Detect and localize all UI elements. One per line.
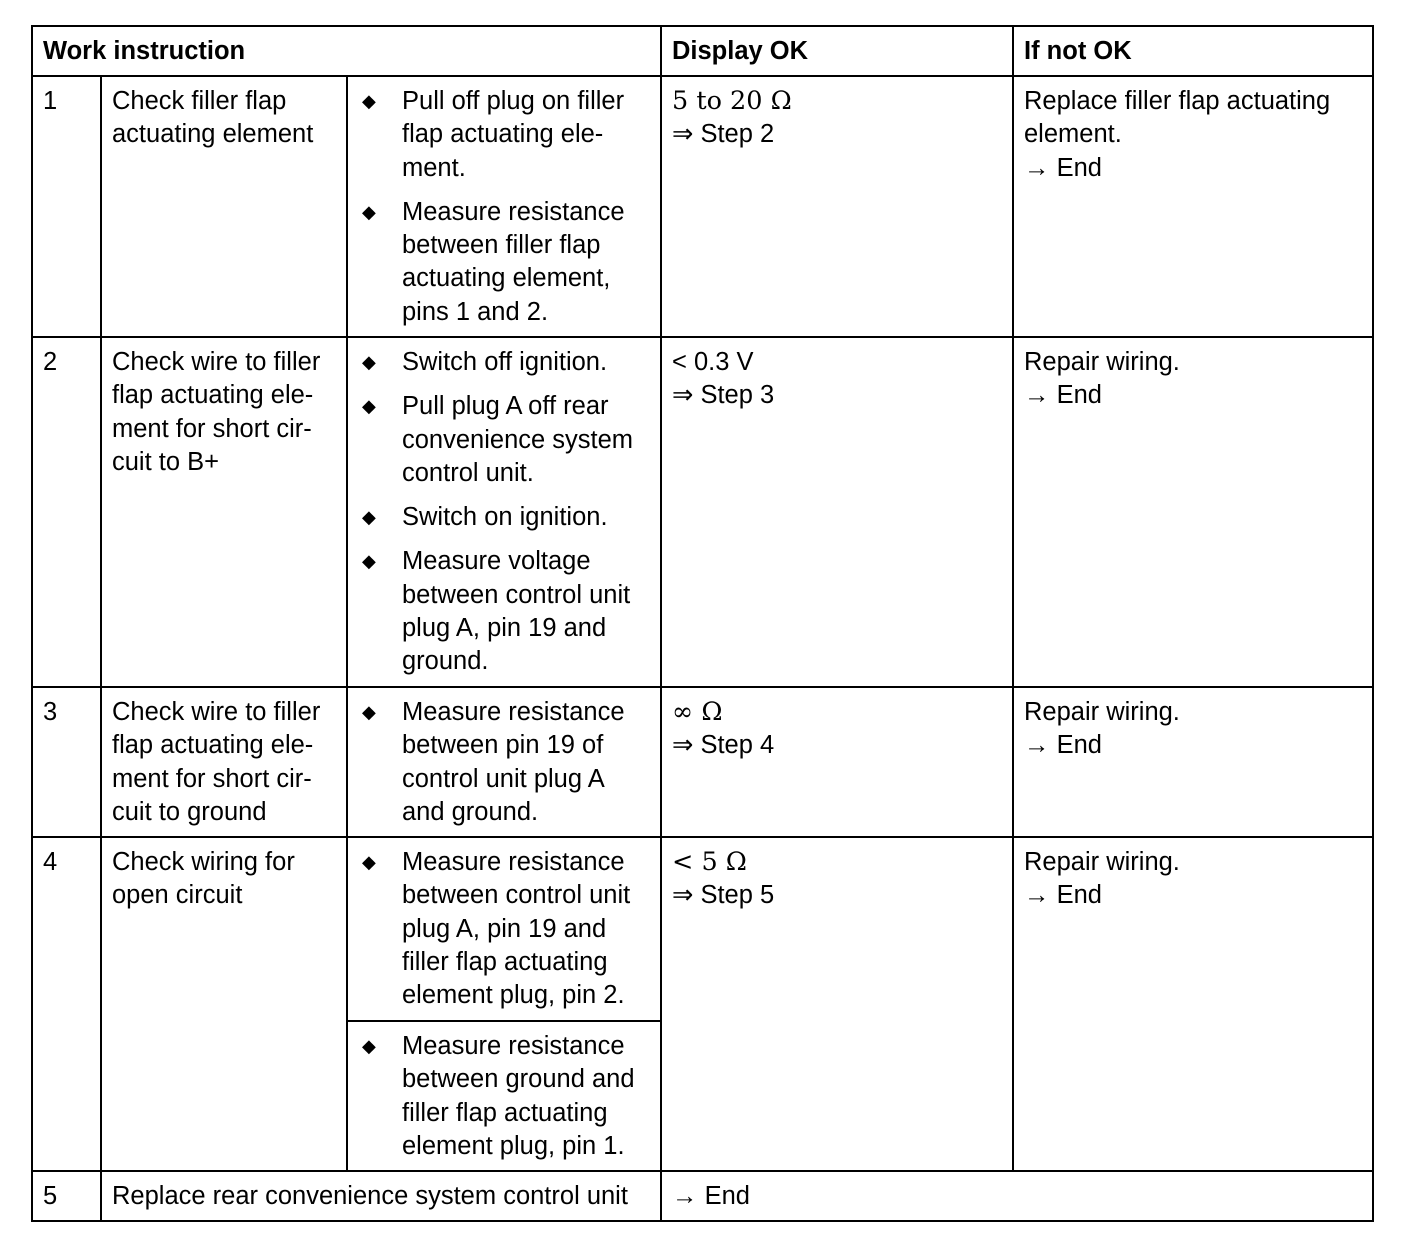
list-item: [358, 1030, 651, 1163]
table-row: [32, 337, 1373, 687]
header-display-ok: Display OK: [661, 26, 1013, 76]
check-description: Replace rear convenience system control unit: [101, 1171, 661, 1221]
header-work-instruction: Work instruction: [32, 26, 661, 76]
action-list: [347, 76, 661, 337]
not-ok-action: Repair wiring.: [1024, 848, 1180, 876]
table-row: [32, 687, 1373, 837]
table-row: [32, 76, 1373, 337]
list-item: [358, 696, 651, 829]
list-item: [358, 390, 651, 490]
check-text: Check wire to filler flap actuating ele-ment for short cir-cuit to ground: [112, 698, 321, 826]
action-text: Measure resistance between filler flap actuating element, pins 1 and 2.: [402, 197, 625, 326]
display-ok-cell: → End: [661, 1171, 1373, 1221]
list-item: [358, 545, 651, 678]
header-row: [32, 26, 1373, 76]
not-ok-next: → End: [1024, 881, 1102, 910]
action-list: [347, 687, 661, 837]
bullet-diamond-icon: ◆: [362, 551, 376, 572]
table-row: [32, 1171, 1373, 1221]
step-number: 2: [32, 337, 101, 687]
action-text: Switch off ignition.: [402, 348, 608, 376]
list-item: [358, 346, 651, 379]
not-ok-action: Repair wiring.: [1024, 348, 1180, 376]
action-text: Measure voltage between control unit plug A, pin 19 and ground.: [402, 547, 631, 676]
display-next: ⇒ Step 4: [672, 731, 775, 760]
display-ok-cell: [661, 687, 1013, 837]
display-value: 5 to 20 Ω: [672, 86, 792, 116]
not-ok-next: → End: [1024, 381, 1102, 410]
display-next: ⇒ Step 2: [672, 120, 775, 149]
display-ok-cell: [661, 337, 1013, 687]
bullet-diamond-icon: ◆: [362, 396, 376, 417]
not-ok-next: → End: [1024, 153, 1102, 182]
action-text: Measure resistance between ground and filler flap actuating element plug, pin 1.: [402, 1032, 635, 1160]
not-ok-cell: [1013, 76, 1373, 337]
bullet-diamond-icon: ◆: [362, 201, 376, 222]
bullet-diamond-icon: ◆: [362, 352, 376, 372]
list-item: [358, 846, 651, 1012]
action-text: Pull plug A off rear convenience system control unit.: [402, 392, 634, 487]
action-list: [347, 1021, 661, 1171]
table-row: [32, 837, 1373, 1021]
check-description: [101, 837, 347, 1171]
check-description: [101, 76, 347, 337]
list-item: [358, 196, 651, 329]
display-ok-cell: [661, 837, 1013, 1171]
display-value: < 5 Ω: [672, 847, 747, 877]
action-list: [347, 837, 661, 1021]
bullet-diamond-icon: ◆: [362, 1036, 376, 1056]
check-text: Check wiring for open circuit: [112, 848, 295, 910]
check-description: [101, 687, 347, 837]
header-if-not-ok: If not OK: [1013, 26, 1373, 76]
action-text: Switch on ignition.: [402, 503, 608, 532]
step-number: 4: [32, 837, 101, 1171]
action-text: Pull off plug on filler flap actuating ele-ment.: [402, 87, 625, 182]
not-ok-cell: [1013, 687, 1373, 837]
display-value: ∞ Ω: [672, 697, 723, 727]
step-number: 3: [32, 687, 101, 837]
bullet-diamond-icon: ◆: [362, 702, 376, 722]
check-description: [101, 337, 347, 687]
list-item: [358, 85, 651, 185]
display-next: ⇒ Step 3: [672, 381, 775, 410]
display-ok-cell: [661, 76, 1013, 337]
display-next: ⇒ Step 5: [672, 881, 775, 910]
not-ok-action: Repair wiring.: [1024, 698, 1180, 726]
not-ok-cell: [1013, 337, 1373, 687]
step-number: 1: [32, 76, 101, 337]
step-number: 5: [32, 1171, 101, 1221]
not-ok-cell: [1013, 837, 1373, 1171]
not-ok-next: → End: [1024, 731, 1102, 760]
bullet-diamond-icon: ◆: [362, 91, 376, 111]
check-text: Check filler flap actuating element: [112, 87, 314, 149]
bullet-diamond-icon: ◆: [362, 852, 376, 872]
action-text: Measure resistance between pin 19 of control unit plug A and ground.: [402, 698, 625, 826]
bullet-diamond-icon: ◆: [362, 507, 376, 528]
list-item: [358, 501, 651, 534]
not-ok-action: Replace filler flap actuating element.: [1024, 87, 1331, 149]
action-text: Measure resistance between control unit plug A, pin 19 and filler flap actuating element plug, pin 2.: [402, 848, 631, 1010]
check-text: Check wire to filler flap actuating ele-ment for short cir-cuit to B+: [112, 348, 321, 476]
display-value: < 0.3 V: [672, 348, 754, 376]
work-instruction-table: [31, 25, 1374, 1222]
action-list: [347, 337, 661, 687]
